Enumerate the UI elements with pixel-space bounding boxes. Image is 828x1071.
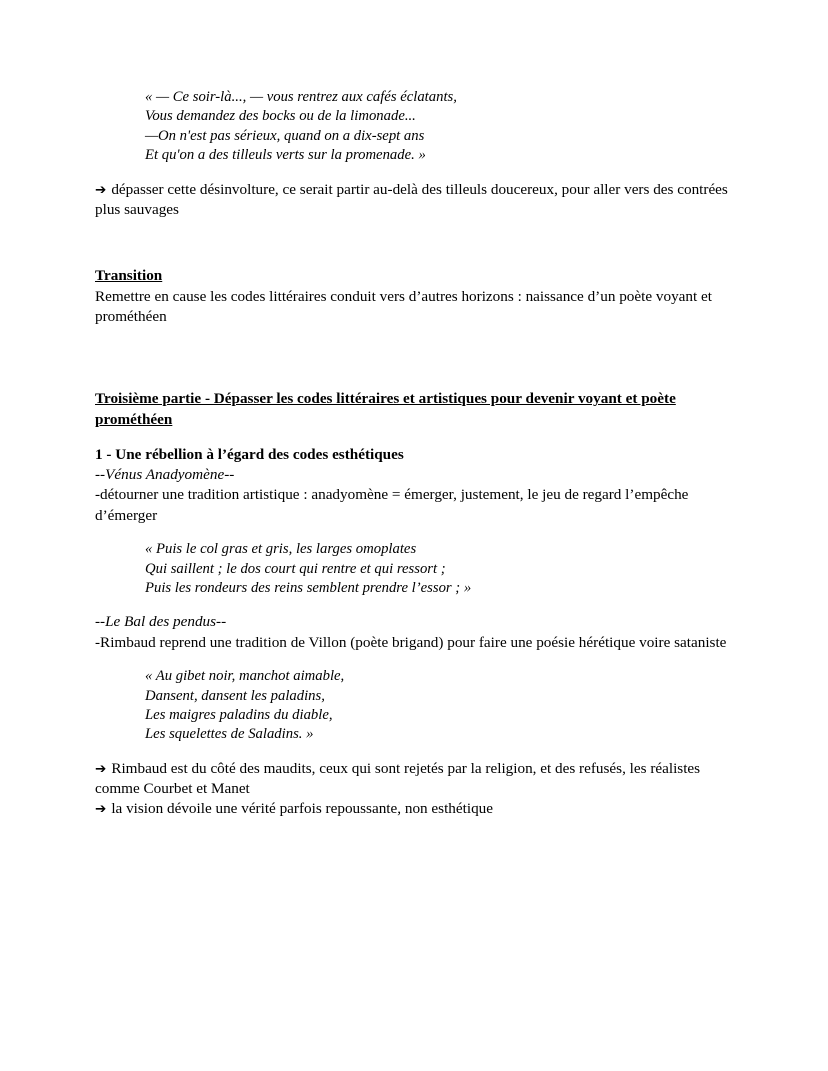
section-heading-part-three: Troisième partie - Dépasser les codes littéraires et artistiques pour devenir voyant et poète prométhéen: [95, 390, 676, 429]
verse-quote-block: [145, 88, 735, 166]
spacer: [95, 598, 735, 612]
conclusion-paragraph: [95, 759, 735, 800]
verse-line: Qui saillent ; le dos court qui rentre et qui ressort ;: [145, 560, 446, 577]
analysis-paragraph: -Rimbaud reprend une tradition de Villon (poète brigand) pour faire une poésie hérétique voire sataniste: [95, 633, 727, 651]
verse-line: Les squelettes de Saladins. »: [145, 726, 314, 743]
spacer: [95, 745, 735, 759]
verse-line: Les maigres paladins du diable,: [145, 706, 333, 723]
analysis-paragraph: -détourner une tradition artistique : anadyomène = émerger, justement, le jeu de regard l’empêche d’émerger: [95, 486, 689, 524]
paragraph-text: la vision dévoile une vérité parfois repoussante, non esthétique: [111, 800, 494, 818]
verse-line: Et qu'on a des tilleuls verts sur la promenade. »: [145, 147, 426, 164]
verse-line: « Puis le col gras et gris, les larges omoplates: [145, 541, 417, 558]
spacer: [95, 526, 735, 540]
verse-line: Dansent, dansent les paladins,: [145, 687, 325, 704]
paragraph-text: Rimbaud est du côté des maudits, ceux qui sont rejetés par la religion, et des refusés, les réalistes comme Courbet et Manet: [95, 759, 701, 798]
spacer: [95, 166, 735, 180]
work-label-venus: --Vénus Anadyomène--: [95, 466, 235, 484]
arrow-icon: ➔: [95, 801, 107, 818]
subsection-heading: 1 - Une rébellion à l’égard des codes esthétiques: [95, 445, 404, 463]
verse-line: « — Ce soir-là..., — vous rentrez aux cafés éclatants,: [145, 89, 457, 105]
spacer: [95, 220, 735, 266]
conclusion-paragraph: [95, 180, 735, 221]
arrow-icon: ➔: [95, 181, 107, 198]
transition-heading: Transition: [95, 267, 163, 285]
transition-paragraph: Remettre en cause les codes littéraires conduit vers d’autres horizons : naissance d’un poète voyant et prométhéen: [95, 287, 712, 326]
verse-line: —On n'est pas sérieux, quand on a dix-sept ans: [145, 127, 425, 144]
work-label-bal-des-pendus: --Le Bal des pendus--: [95, 613, 227, 631]
spacer: [95, 327, 735, 389]
spacer: [95, 653, 735, 667]
verse-line: Vous demandez des bocks ou de la limonade...: [145, 108, 416, 125]
verse-line: Puis les rondeurs des reins semblent prendre l’essor ; »: [145, 580, 472, 597]
document-body: [95, 88, 735, 820]
spacer: [95, 431, 735, 445]
verse-quote-block: [145, 540, 735, 598]
paragraph-text: dépasser cette désinvolture, ce serait partir au-delà des tilleuls doucereux, pour aller vers des contrées plus sauvages: [95, 180, 728, 218]
verse-quote-block: [145, 667, 735, 745]
arrow-icon: ➔: [95, 760, 107, 777]
conclusion-paragraph: [95, 799, 735, 819]
verse-line: « Au gibet noir, manchot aimable,: [145, 668, 345, 685]
